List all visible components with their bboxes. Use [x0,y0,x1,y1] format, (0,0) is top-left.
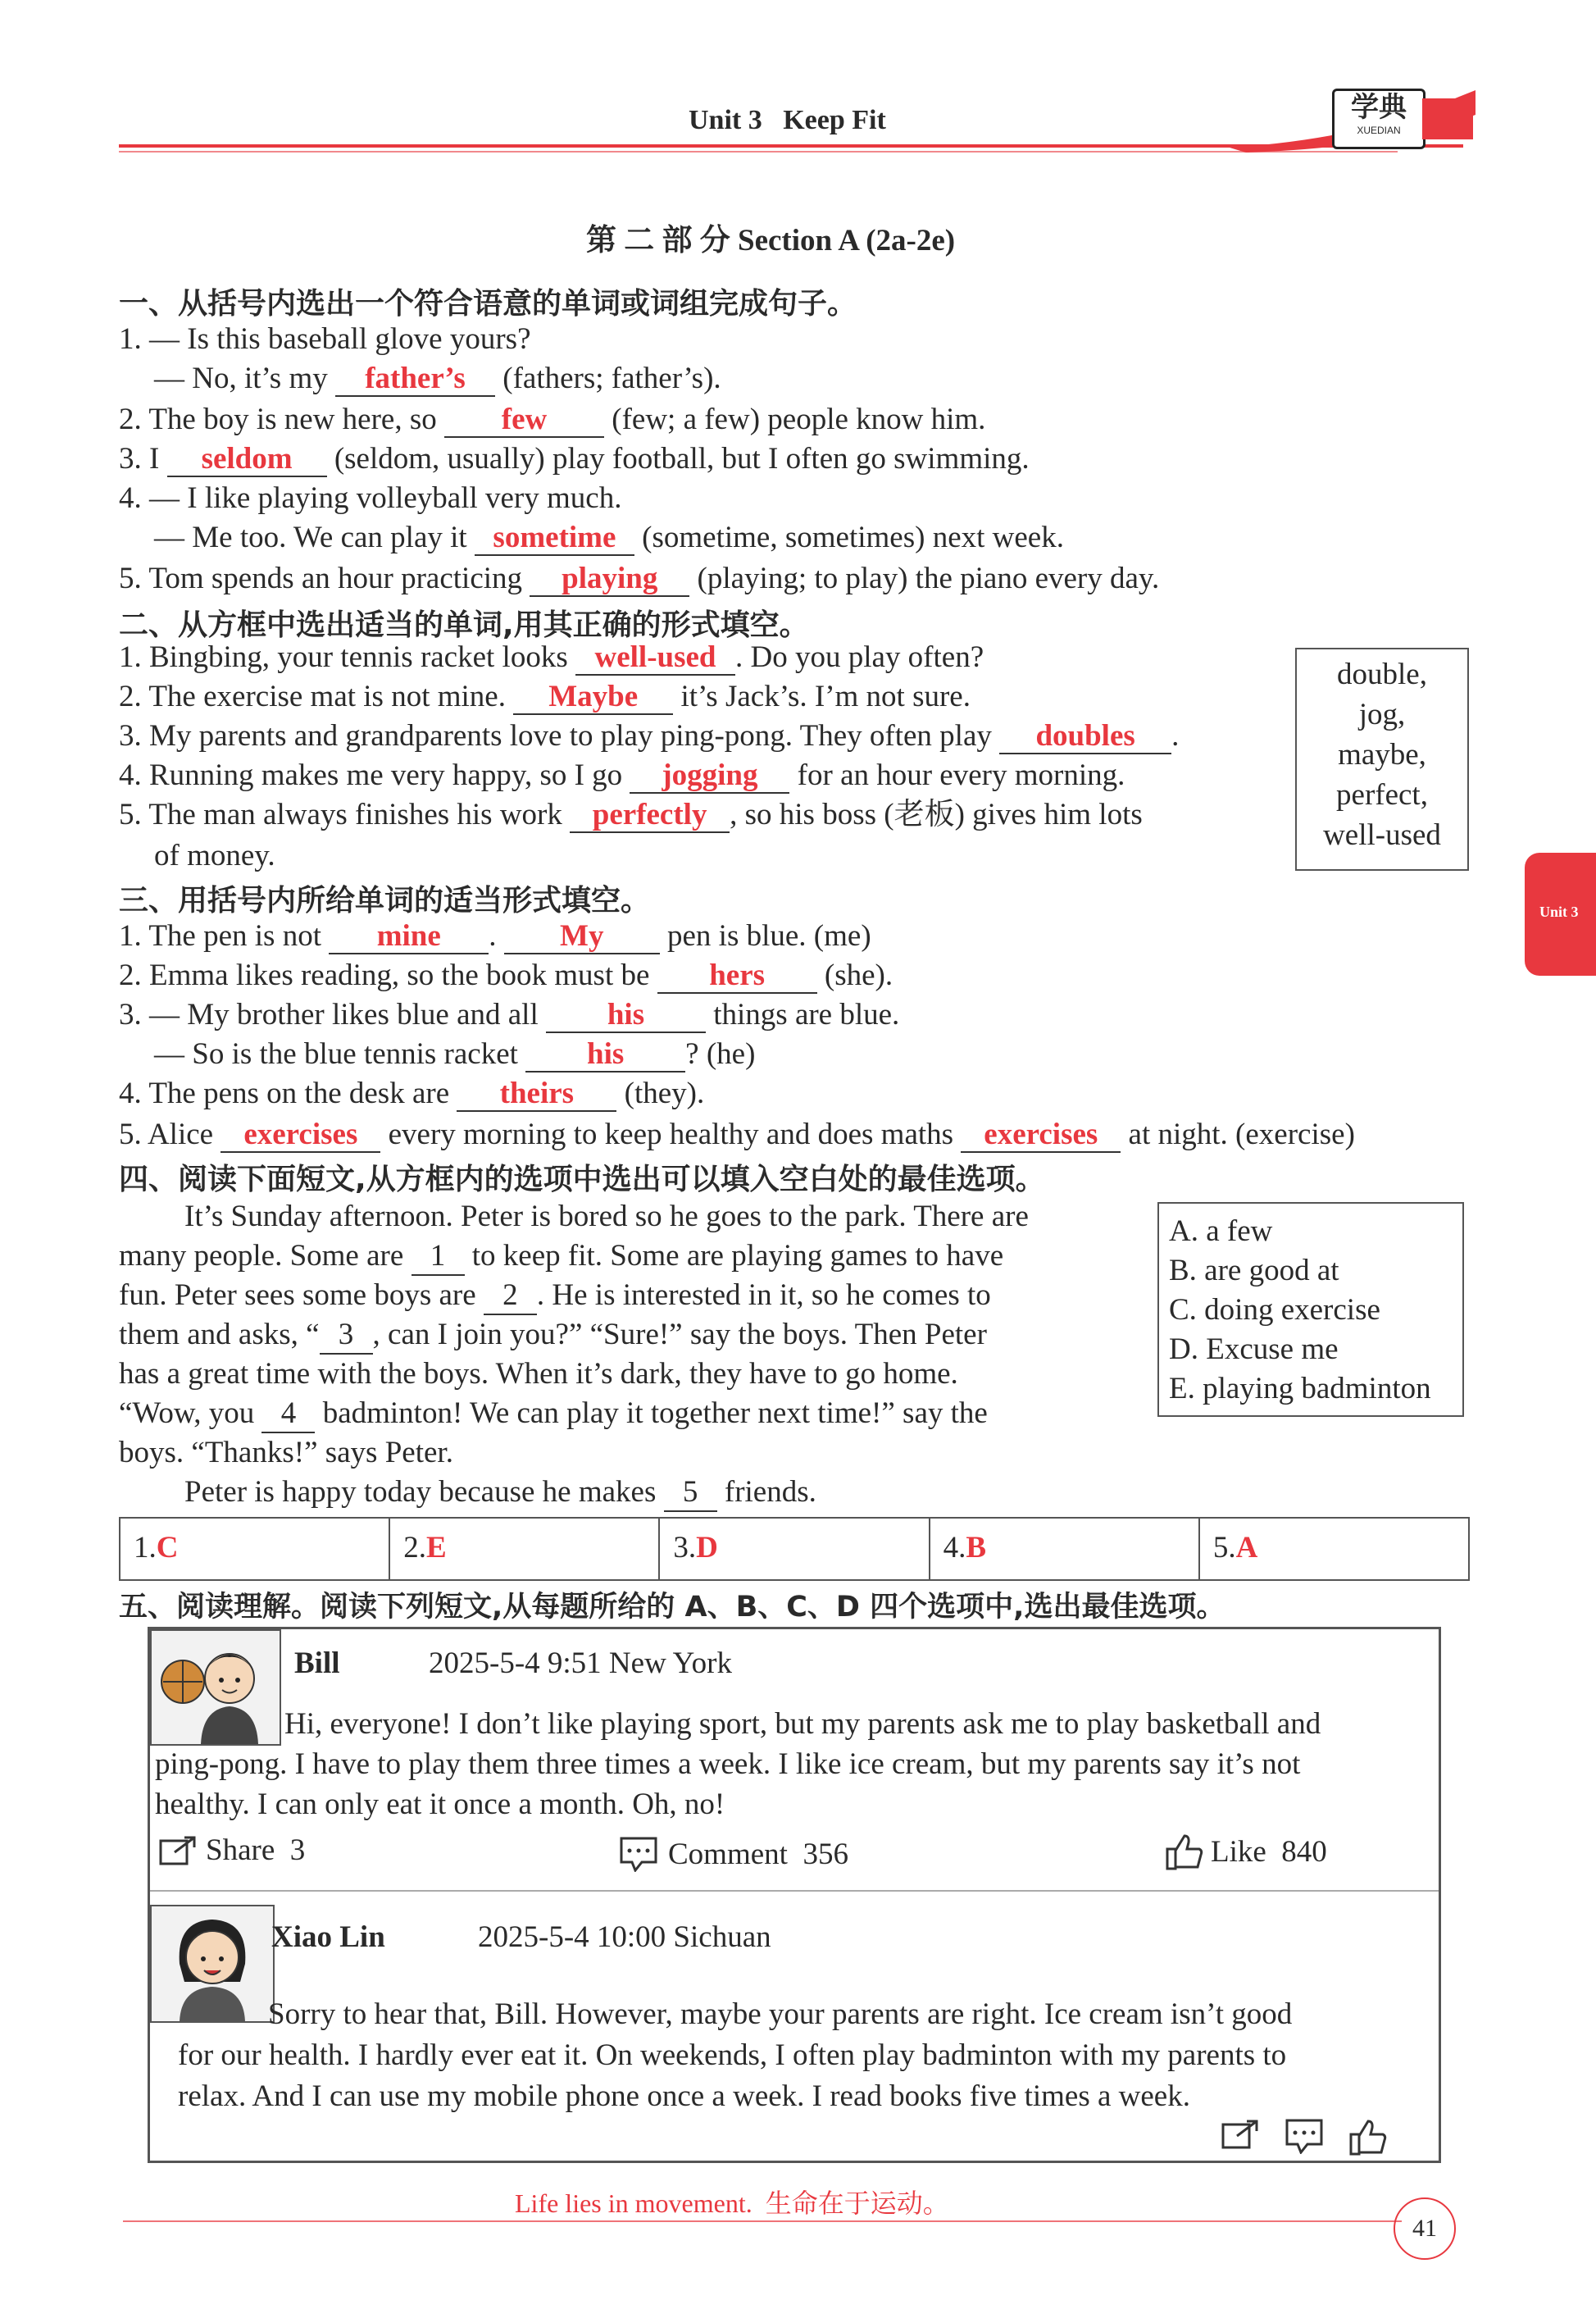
answer-blank: well-used [575,642,735,676]
answer-blank: few [444,404,604,438]
p3-q1-post: pen is blue. (me) [667,919,871,953]
answer-num: 4. [943,1531,966,1564]
passage-text: has a great time with the boys. When it’s dark, they have to go home. [119,1357,958,1391]
unit-side-tab [1525,853,1596,976]
option-item: C. doing exercise [1169,1293,1380,1327]
answer-num: 3. [673,1531,697,1564]
p3-q3b-text: — So is the blue tennis racket [154,1037,518,1071]
option-item: A. a few [1169,1214,1273,1248]
answer-blank: his [546,1000,706,1033]
passage-line [184,1199,1029,1235]
option-item: B. are good at [1169,1254,1339,1287]
p2-q4-text: 4. Running makes me very happy, so I go [119,758,623,792]
brand-text: 学典 [1351,91,1407,124]
part3-title: 三、用括号内所给单词的适当形式填空。 [119,884,651,918]
p1-q2-text: 2. The boy is new here, so [119,403,437,436]
answer-cell [120,1519,390,1579]
answer-blank: doubles [999,721,1171,754]
p3-q3-post: things are blue. [713,998,900,1032]
blank-number: 1 [412,1238,465,1276]
p2-q1-text: 1. Bingbing, your tennis racket looks [119,640,568,674]
passage-line [119,1356,958,1392]
p3-q5-post: at night. (exercise) [1128,1118,1355,1151]
brand-en-text: XUEDIAN [1357,125,1401,136]
option-item: D. Excuse me [1169,1332,1339,1366]
p1-line-2 [154,361,721,397]
answer-blank: sometime [475,522,634,556]
p3-line-3 [119,997,899,1033]
p3-line-4 [154,1036,755,1073]
answer-blank: exercises [961,1119,1121,1153]
girl-avatar-icon [152,1906,273,2021]
brand-logo [1332,89,1425,149]
footer-rule [123,2220,1402,2222]
p2-q5-text: 5. The man always finishes his work [119,798,562,831]
comment-count: Comment 356 [668,1837,848,1871]
p1-q4-options: (sometime, sometimes) next week. [642,521,1064,554]
word-option: perfect, [1336,778,1428,812]
answer-letter: A [1235,1531,1258,1564]
p1-line-4 [119,441,1030,477]
answer-cell [390,1519,660,1579]
answer-blank: Maybe [513,681,673,715]
brand-red-bar [1422,98,1473,139]
p2-line-6 [154,838,275,874]
thumbs-up-icon [1165,1833,1204,1870]
answer-num: 1. [134,1531,157,1564]
part4-title: 四、阅读下面短文,从方框内的选项中选出可以填入空白处的最佳选项。 [119,1163,1045,1196]
post-body-line: ping-pong. I have to play them three times a week. I like ice cream, but my parents say it’s not [155,1747,1301,1781]
like-button[interactable] [1165,1833,1327,1870]
footer-motto: Life lies in movement. 生命在于运动。 [515,2188,949,2218]
p2-line-4 [119,758,1125,794]
p3-q2-text: 2. Emma likes reading, so the book must be [119,959,650,992]
passage-text: friends. [724,1475,816,1509]
post-meta: 2025-5-4 10:00 Sichuan [478,1920,771,1954]
avatar-xiao-lin [150,1905,275,2023]
p1-q2-options: (few; a few) people know him. [612,403,986,436]
p2-q5-cont: of money. [154,839,275,872]
p3-q5-text: 5. Alice [119,1118,214,1151]
p3-q4-text: 4. The pens on the desk are [119,1077,450,1110]
page-number-text: 41 [1412,2215,1437,2242]
section-title: 第 二 部 分 Section A (2a-2e) [586,224,956,257]
answer-num: 2. [403,1531,426,1564]
answer-letter: B [966,1531,987,1564]
p2-line-3 [119,718,1179,754]
post-body-line: healthy. I can only eat it once a month. Oh, no! [155,1788,725,1821]
p2-line-1 [119,640,984,676]
share-count: Share 3 [206,1833,306,1867]
passage-text: them and asks, “ [119,1318,320,1351]
passage-text: , can I join you?” “Sure!” say the boys. Then Peter [372,1318,987,1351]
option-item: E. playing badminton [1169,1372,1431,1405]
comment-button[interactable] [619,1836,848,1872]
social-feed [148,1627,1441,2163]
p3-q1-text: 1. The pen is not [119,919,321,953]
thumbs-up-icon[interactable] [1348,2118,1388,2156]
p2-q2-post: it’s Jack’s. I’m not sure. [680,680,971,713]
passage-text: Peter is happy today because he makes [184,1475,657,1509]
p3-q1-mid: . [489,919,497,953]
page-number [1394,2197,1456,2260]
answer-blank: mine [329,921,489,954]
answer-cell [930,1519,1200,1579]
p2-line-2 [119,679,971,715]
p3-q4-post: (they). [624,1077,705,1110]
answer-letter: C [156,1531,179,1564]
answer-blank: playing [530,563,689,597]
post-divider [150,1890,1439,1892]
passage-line [119,1435,453,1471]
passage-line [119,1396,988,1433]
word-option: well-used [1323,818,1441,852]
options-box [1157,1202,1464,1417]
p2-q1-post: . Do you play often? [735,640,984,674]
p3-q2-post: (she). [824,959,893,992]
passage-text: . He is interested in it, so he comes to [536,1278,991,1312]
word-option: double, [1337,658,1427,691]
passage-line [184,1474,816,1512]
footer [0,2165,1596,2309]
p1-line-7 [119,561,1159,597]
part5-title: 五、阅读理解。阅读下列短文,从每题所给的 A、B、C、D 四个选项中,选出最佳选项。 [119,1591,1225,1624]
word-option: maybe, [1338,738,1426,772]
p2-q4-post: for an hour every morning. [797,758,1125,792]
p1-q4-stem: 4. — I like playing volleyball very much. [119,481,622,515]
answer-num: 5. [1212,1531,1236,1564]
p1-q5-text: 5. Tom spends an hour practicing [119,562,523,595]
post-body-line: Sorry to hear that, Bill. However, maybe your parents are right. Ice cream isn’t good [268,1997,1293,2031]
p1-q1-text: — No, it’s my [154,362,328,395]
p3-q3-text: 3. — My brother likes blue and all [119,998,539,1032]
post-author: Xiao Lin [271,1920,385,1954]
answer-blank: exercises [221,1119,380,1153]
answer-cell [660,1519,930,1579]
avatar-bill [150,1629,281,1746]
part2-title: 二、从方框中选出适当的单词,用其正确的形式填空。 [119,608,809,642]
passage-line [119,1317,987,1355]
p1-line-3 [119,402,985,438]
p1-q4-text: — Me too. We can play it [154,521,467,554]
p2-q5-post: , so his boss (老板) gives him lots [730,798,1143,831]
passage-line [119,1238,1003,1276]
unit-title: Unit 3 Keep Fit [689,105,886,135]
p3-q3b-post: ? (he) [685,1037,756,1071]
share-icon[interactable] [1221,2118,1260,2151]
post-meta: 2025-5-4 9:51 New York [429,1646,732,1680]
post-body-line: for our health. I hardly ever eat it. On weekends, I often play badminton with my parents to [178,2038,1287,2072]
passage-text: “Wow, you [119,1396,255,1430]
p1-line-5 [119,480,621,517]
part1-title: 一、从括号内选出一个符合语意的单词或词组完成句子。 [119,287,857,321]
passage-text: many people. Some are [119,1239,404,1273]
answer-blank: father’s [335,363,495,397]
blank-number: 5 [664,1474,717,1512]
answer-blank: seldom [167,444,327,477]
comment-icon[interactable] [1285,2118,1324,2154]
answer-blank: theirs [457,1078,616,1112]
comment-icon [619,1836,658,1872]
p3-line-2 [119,958,893,994]
p1-q5-options: (playing; to play) the piano every day. [697,562,1160,595]
answer-blank: My [504,921,660,954]
p2-line-5 [119,797,1143,833]
answer-blank: jogging [630,760,789,794]
passage-text: badminton! We can play it together next time!” say the [322,1396,988,1430]
answer-letter: E [425,1531,447,1564]
answer-table [119,1517,1470,1581]
blank-number: 3 [320,1317,373,1355]
share-button[interactable] [158,1833,305,1868]
p2-q3-text: 3. My parents and grandparents love to play ping-pong. They often play [119,719,992,753]
p3-line-1 [119,918,871,954]
like-count: Like 840 [1211,1834,1327,1869]
p1-line-6 [154,520,1064,556]
header-rule-thin [119,151,1398,153]
p1-line-1 [119,321,531,358]
p3-q5-mid: every morning to keep healthy and does maths [388,1118,954,1151]
blank-number: 4 [261,1396,315,1433]
answer-blank: hers [657,960,817,994]
p2-q2-text: 2. The exercise mat is not mine. [119,680,506,713]
p1-q1-options: (fathers; father’s). [502,362,721,395]
answer-cell [1200,1519,1468,1579]
passage-text: boys. “Thanks!” says Peter. [119,1436,453,1469]
p3-line-6 [119,1117,1355,1153]
passage-line [119,1277,991,1315]
p3-line-5 [119,1076,704,1112]
answer-letter: D [696,1531,718,1564]
word-box [1295,648,1469,871]
share-icon [158,1834,198,1867]
p1-q3-options: (seldom, usually) play football, but I often go swimming. [334,442,1030,476]
header [0,0,1596,164]
passage-text: to keep fit. Some are playing games to have [471,1239,1004,1273]
word-option: jog, [1358,698,1406,731]
post-author: Bill [294,1646,340,1680]
blank-number: 2 [484,1277,537,1315]
p1-q1-stem: 1. — Is this baseball glove yours? [119,322,531,356]
side-tab-label: Unit 3 [1539,904,1579,920]
p1-q3-text: 3. I [119,442,160,476]
post2-actions [1221,2118,1388,2156]
passage-text: It’s Sunday afternoon. Peter is bored so he goes to the park. There are [184,1200,1029,1233]
answer-blank: his [525,1039,685,1073]
boy-avatar-icon [152,1631,280,1744]
answer-blank: perfectly [570,799,730,833]
passage-text: fun. Peter sees some boys are [119,1278,476,1312]
p2-q3-post: . [1171,719,1180,753]
post-body-line: Hi, everyone! I don’t like playing sport, but my parents ask me to play basketball and [284,1707,1321,1741]
post-body-line: relax. And I can use my mobile phone once a week. I read books five times a week. [178,2079,1190,2113]
